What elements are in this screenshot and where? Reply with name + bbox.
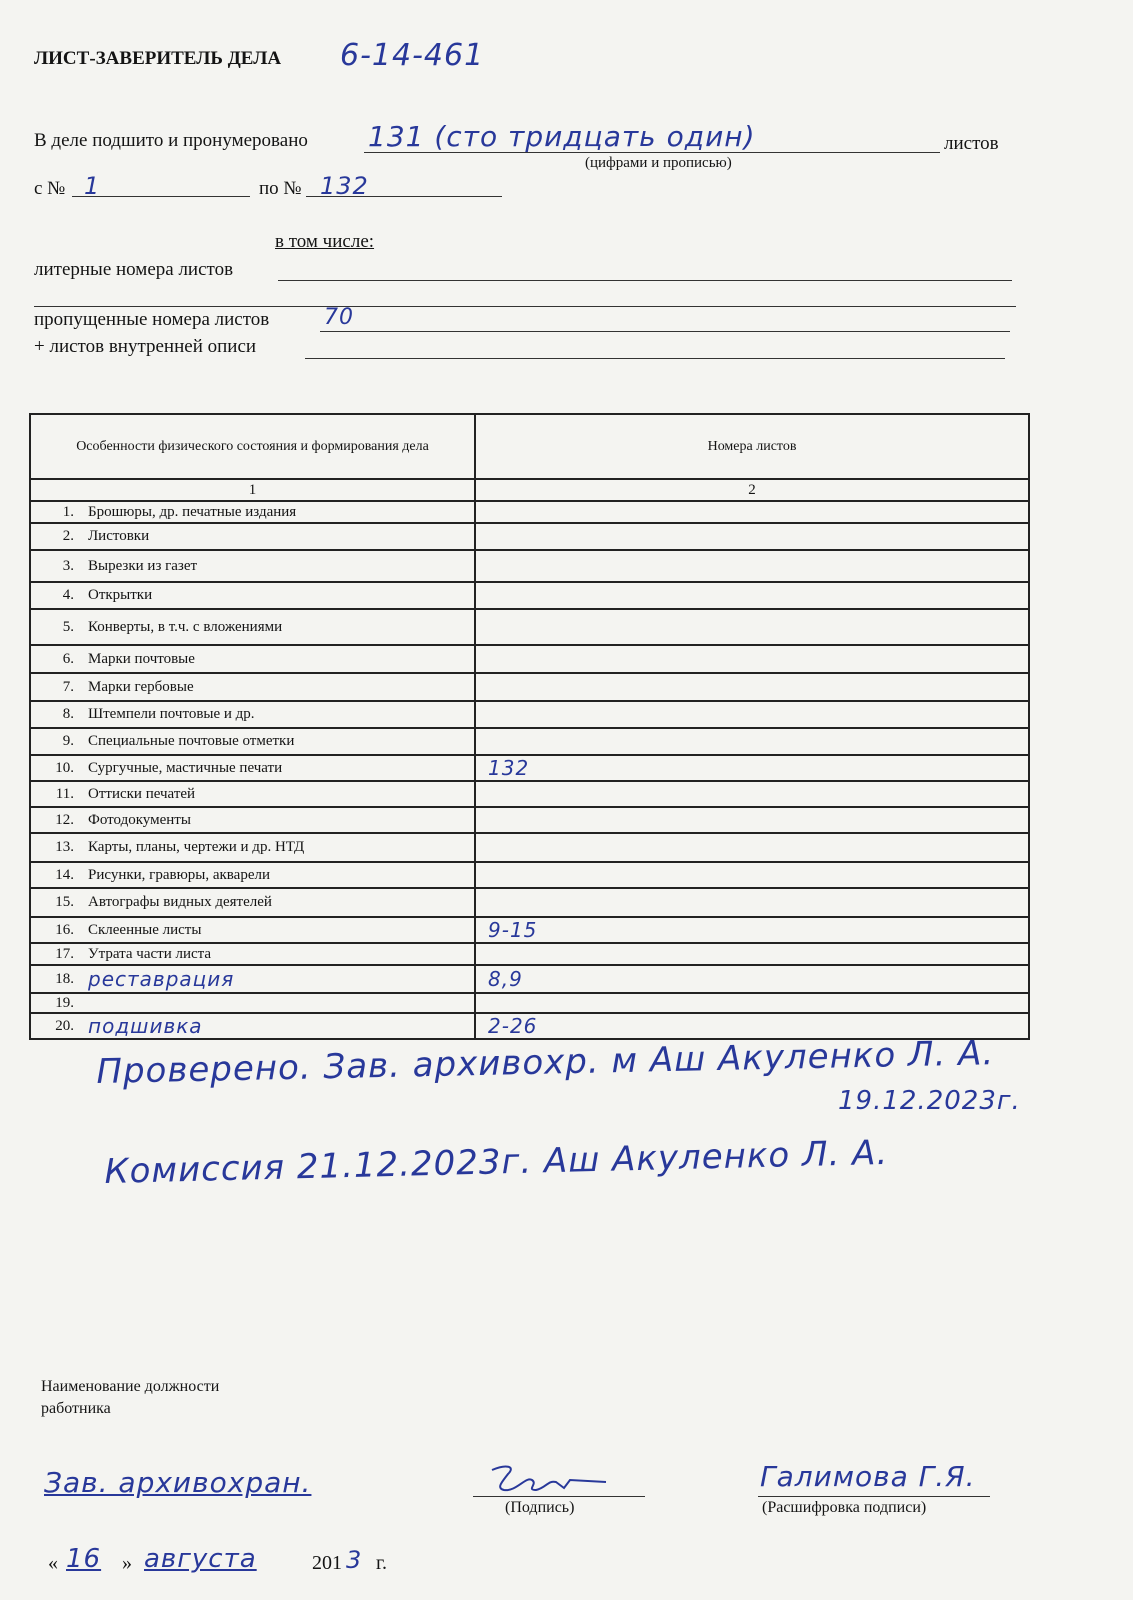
row-value-cell xyxy=(475,917,1029,943)
row-label: Вырезки из газет xyxy=(84,550,475,582)
row-value-cell xyxy=(475,501,1029,523)
row-number: 19. xyxy=(30,993,84,1013)
row-value-cell xyxy=(475,888,1029,917)
table-row xyxy=(30,917,1029,943)
from-label: с № xyxy=(34,178,66,199)
table-row xyxy=(30,943,1029,965)
row-value-cell xyxy=(475,728,1029,755)
to-label: по № xyxy=(259,178,302,199)
table-row xyxy=(30,550,1029,582)
col1-number: 1 xyxy=(30,479,475,501)
row-number: 15. xyxy=(30,888,84,917)
row-label: Сургучные, мастичные печати xyxy=(84,755,475,781)
position-label-2: работника xyxy=(41,1400,111,1417)
row-value-cell xyxy=(475,862,1029,888)
row-number: 6. xyxy=(30,645,84,673)
row-value-cell xyxy=(475,807,1029,833)
decode-underline xyxy=(758,1496,990,1497)
row-label: Специальные почтовые отметки xyxy=(84,728,475,755)
position-label-1: Наименование должности xyxy=(41,1378,220,1395)
missed-label: пропущенные номера листов xyxy=(34,309,270,330)
commission-note: Комиссия 21.12.2023г. Аш Акуленко Л. А. xyxy=(104,1132,889,1192)
row-number: 12. xyxy=(30,807,84,833)
row-number: 13. xyxy=(30,833,84,862)
from-value: 1 xyxy=(84,172,101,200)
row-number: 20. xyxy=(30,1013,84,1039)
missed-value: 70 xyxy=(324,305,354,330)
row-value-cell xyxy=(475,582,1029,609)
row-value: 9-15 xyxy=(488,918,538,942)
row-label: Карты, планы, чертежи и др. НТД xyxy=(84,833,475,862)
row-number: 14. xyxy=(30,862,84,888)
table-row xyxy=(30,701,1029,728)
position-value: Зав. архивохран. xyxy=(44,1466,312,1499)
sewn-hint: (цифрами и прописью) xyxy=(585,155,732,171)
inner-label: + листов внутренней описи xyxy=(34,336,257,357)
date-month: августа xyxy=(144,1544,257,1574)
row-number: 5. xyxy=(30,609,84,645)
table-row xyxy=(30,993,1029,1013)
physical-state-table xyxy=(29,413,1030,1040)
table-row xyxy=(30,755,1029,781)
col1-header: Особенности физического состояния и формирования дела xyxy=(30,414,475,479)
row-label-handwritten: реставрация xyxy=(88,967,235,991)
row-label: Марки почтовые xyxy=(84,645,475,673)
row-number: 16. xyxy=(30,917,84,943)
date-year-hand: 3 xyxy=(346,1546,363,1574)
row-value-cell xyxy=(475,781,1029,807)
row-number: 3. xyxy=(30,550,84,582)
row-label: Марки гербовые xyxy=(84,673,475,701)
row-number: 18. xyxy=(30,965,84,993)
row-value-cell xyxy=(475,943,1029,965)
table-row xyxy=(30,888,1029,917)
row-value-cell xyxy=(475,701,1029,728)
table-body xyxy=(30,501,1029,1039)
row-label: Оттиски печатей xyxy=(84,781,475,807)
row-value-cell xyxy=(475,993,1029,1013)
sewn-value: 131 (сто тридцать один) xyxy=(368,120,756,153)
row-number: 7. xyxy=(30,673,84,701)
col2-header: Номера листов xyxy=(475,414,1029,479)
signature-caption: (Подпись) xyxy=(505,1499,575,1516)
date-close-quote: » xyxy=(122,1552,132,1574)
row-value-cell xyxy=(475,609,1029,645)
table-row xyxy=(30,673,1029,701)
sewn-suffix: листов xyxy=(944,133,999,154)
decode-caption: (Расшифровка подписи) xyxy=(762,1499,927,1516)
document-title: ЛИСТ-ЗАВЕРИТЕЛЬ ДЕЛА xyxy=(34,48,282,69)
table-number-row xyxy=(30,479,1029,501)
inner-underline xyxy=(305,358,1005,359)
date-day: 16 xyxy=(66,1544,102,1574)
row-number: 9. xyxy=(30,728,84,755)
row-value: 8,9 xyxy=(488,967,523,991)
table-row xyxy=(30,833,1029,862)
case-number: 6-14-461 xyxy=(340,38,485,73)
checked-note: Проверено. Зав. архивохр. м Аш Акуленко Л. А. xyxy=(96,1033,995,1092)
table-row xyxy=(30,781,1029,807)
to-value: 132 xyxy=(320,172,369,200)
table-row xyxy=(30,807,1029,833)
row-label: Открытки xyxy=(84,582,475,609)
letter-label: литерные номера листов xyxy=(34,259,234,280)
date-year-prefix: 201 xyxy=(312,1552,342,1574)
table-row xyxy=(30,965,1029,993)
table-row xyxy=(30,728,1029,755)
row-label: Листовки xyxy=(84,523,475,550)
date-year-suffix: г. xyxy=(376,1552,387,1574)
table-row xyxy=(30,645,1029,673)
row-label: Автографы видных деятелей xyxy=(84,888,475,917)
row-number: 10. xyxy=(30,755,84,781)
row-label-cell xyxy=(84,965,475,993)
row-label: Штемпели почтовые и др. xyxy=(84,701,475,728)
row-value-cell xyxy=(475,550,1029,582)
row-value-cell xyxy=(475,523,1029,550)
row-label: Рисунки, гравюры, акварели xyxy=(84,862,475,888)
table-row xyxy=(30,609,1029,645)
row-number: 11. xyxy=(30,781,84,807)
table-row xyxy=(30,582,1029,609)
row-value-cell xyxy=(475,833,1029,862)
row-number: 8. xyxy=(30,701,84,728)
row-value-cell xyxy=(475,965,1029,993)
row-label: Брошюры, др. печатные издания xyxy=(84,501,475,523)
row-label: Склеенные листы xyxy=(84,917,475,943)
row-value-cell xyxy=(475,673,1029,701)
extra-underline xyxy=(34,306,1016,307)
date-open-quote: « xyxy=(48,1552,58,1574)
row-number: 17. xyxy=(30,943,84,965)
row-value: 2-26 xyxy=(488,1014,538,1038)
sewn-label: В деле подшито и пронумеровано xyxy=(34,130,308,151)
table-row xyxy=(30,501,1029,523)
table-row xyxy=(30,523,1029,550)
row-number: 1. xyxy=(30,501,84,523)
row-value-cell xyxy=(475,645,1029,673)
col2-number: 2 xyxy=(475,479,1029,501)
row-label: Фотодокументы xyxy=(84,807,475,833)
decode-value: Галимова Г.Я. xyxy=(760,1460,976,1493)
row-label: Конверты, в т.ч. с вложениями xyxy=(84,609,475,645)
table-row xyxy=(30,862,1029,888)
row-number: 4. xyxy=(30,582,84,609)
including-label: в том числе: xyxy=(275,231,375,252)
letter-underline xyxy=(278,280,1012,281)
missed-underline xyxy=(320,331,1010,332)
row-value-cell xyxy=(475,755,1029,781)
row-label-cell xyxy=(84,1013,475,1039)
row-number: 2. xyxy=(30,523,84,550)
row-label: Утрата части листа xyxy=(84,943,475,965)
row-label xyxy=(84,993,475,1013)
signature-underline xyxy=(473,1496,645,1497)
row-label-handwritten: подшивка xyxy=(88,1014,203,1038)
checked-date: 19.12.2023г. xyxy=(838,1086,1021,1116)
table-header-row xyxy=(30,414,1029,479)
row-value: 132 xyxy=(488,756,530,780)
